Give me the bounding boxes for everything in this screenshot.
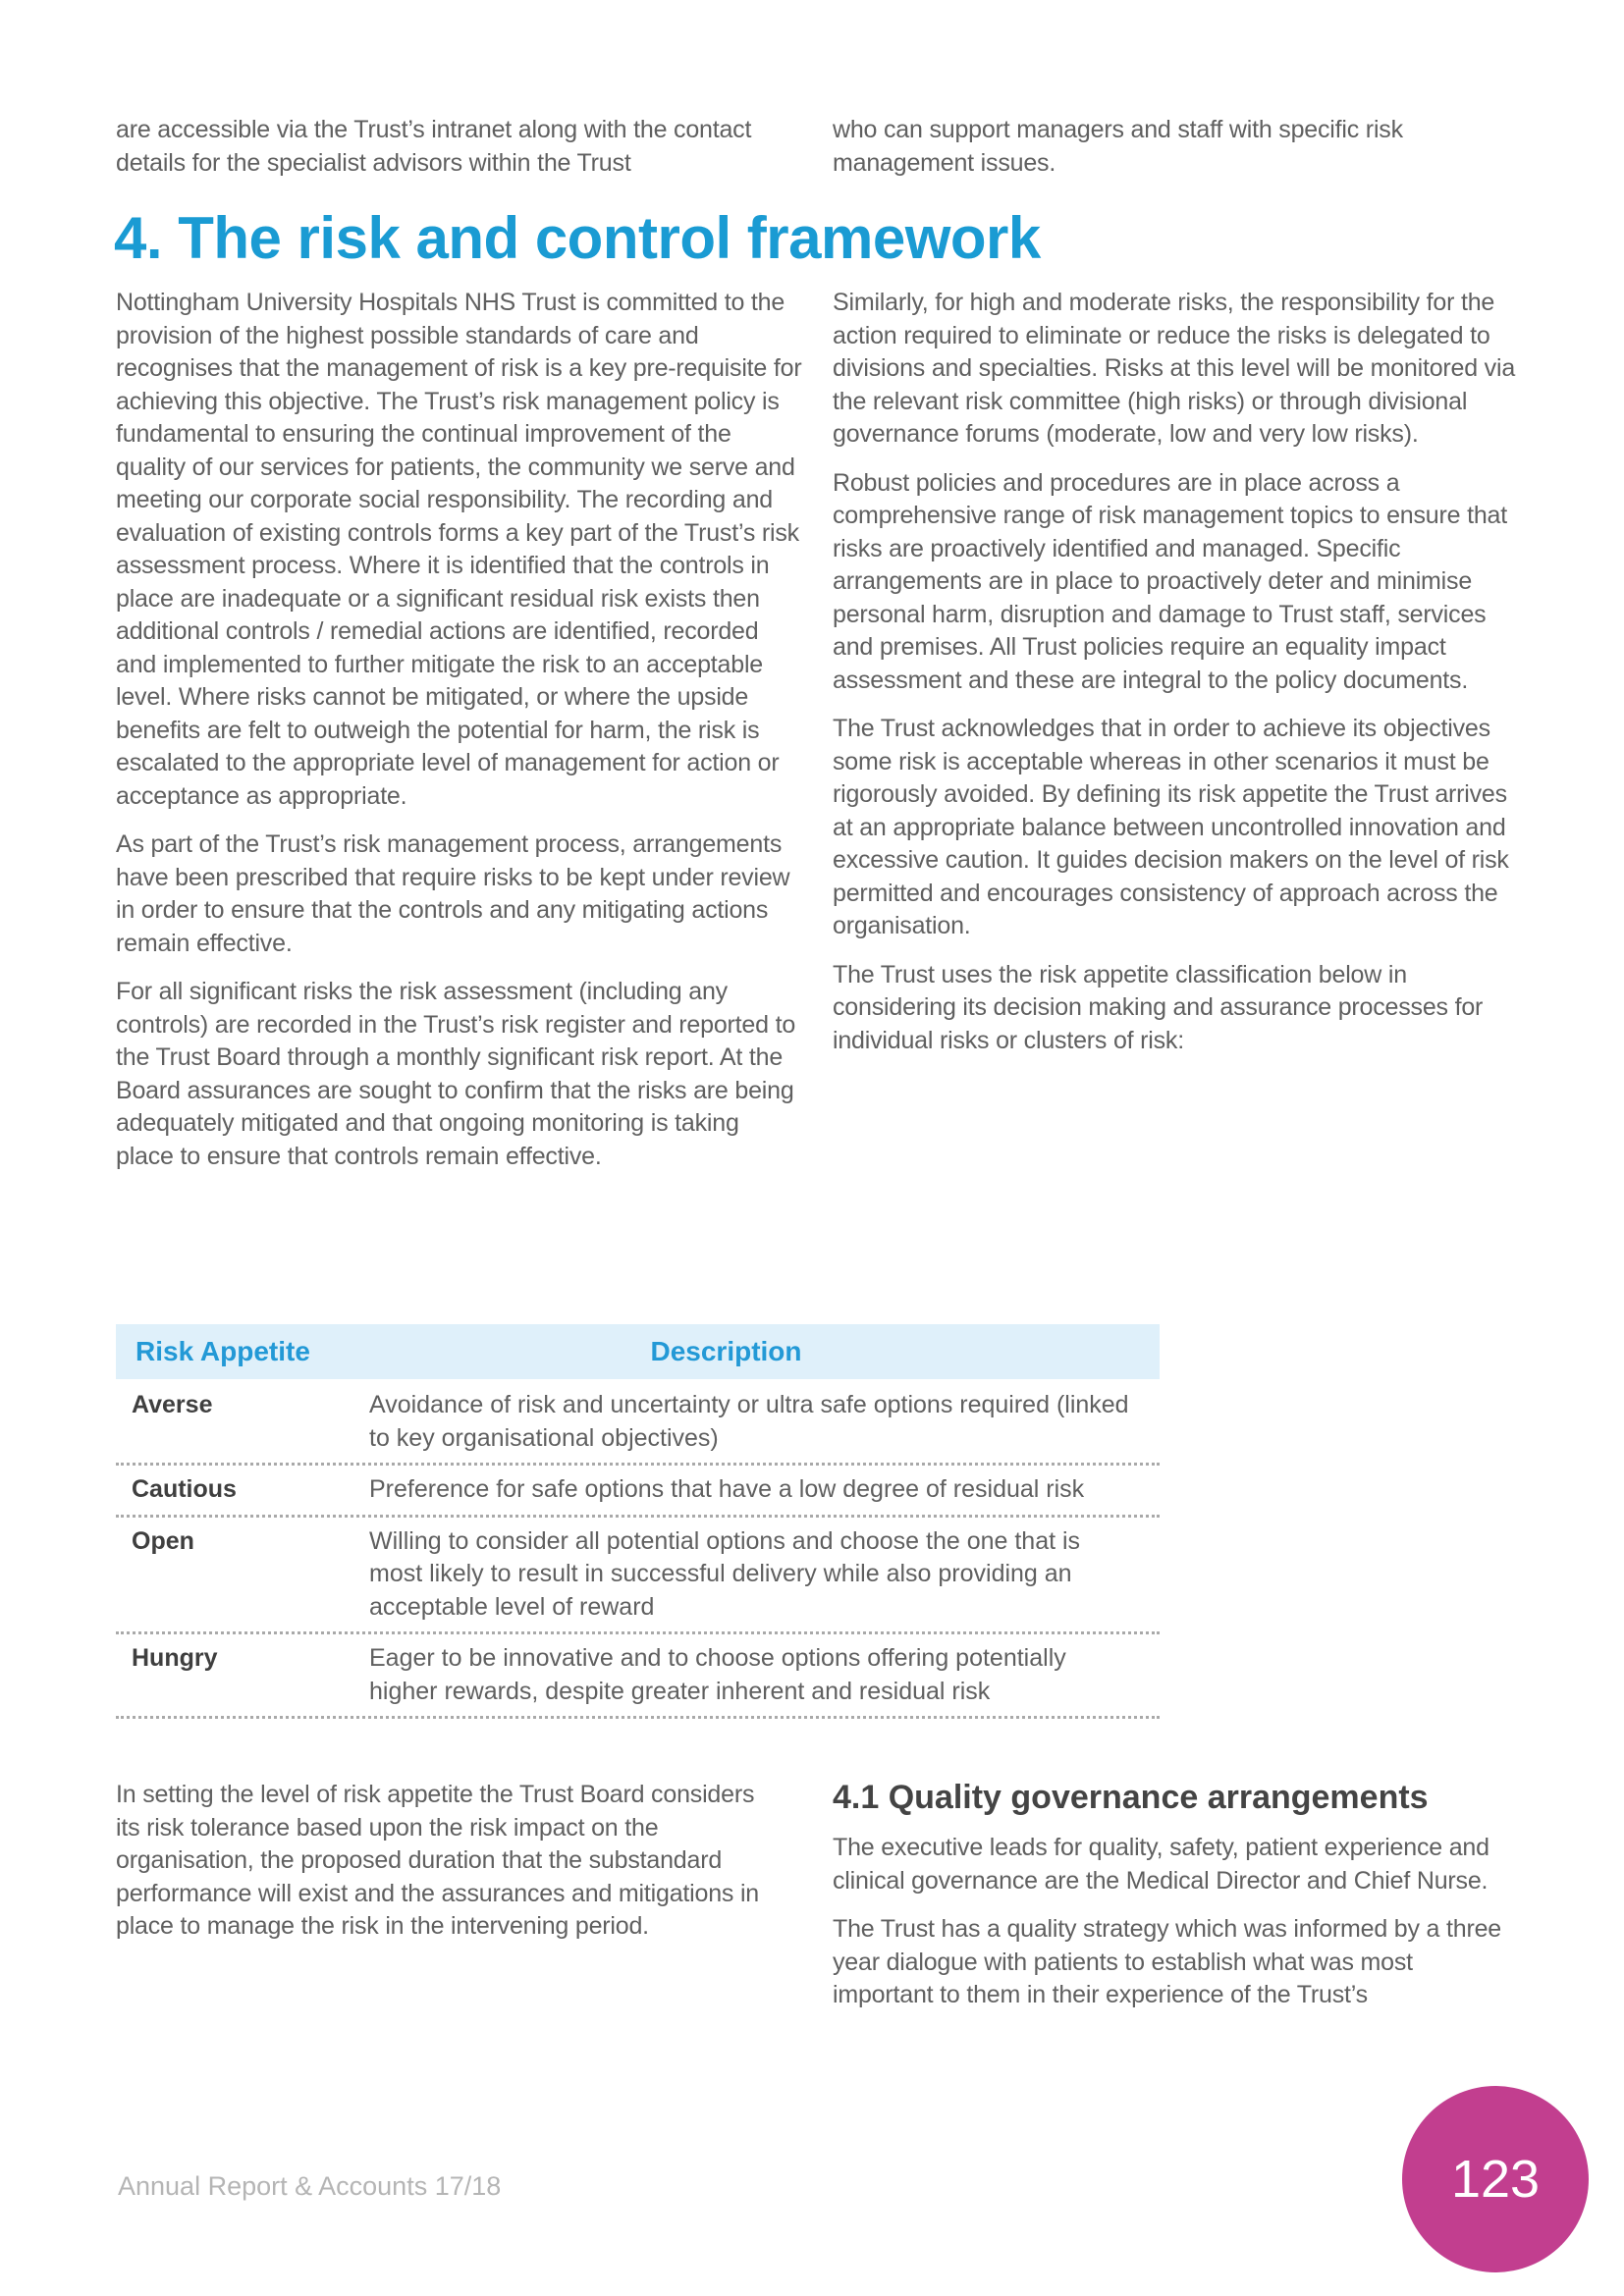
header-risk-appetite: Risk Appetite — [135, 1336, 310, 1366]
paragraph: Nottingham University Hospitals NHS Trust is committed to the provision of the highest possible standards of care and recognises that the management of risk is a key pre-requisite for achieving this objective. The Trust’s risk management policy is fundamental to ensuring the continual improvement of the quality of our services for patients, the community we serve and meeting our corporate social responsibility. The recording and evaluation of existing controls forms a key part of the Trust’s risk assessment process. Where it is identified that the controls in place are inadequate or a significant residual risk exists then additional controls / remedial actions are identified, recorded and implemented to further mitigate the risk to an acceptable level. Where risks cannot be mitigated, or where the upside benefits are felt to outweigh the potential for harm, the risk is escalated to the appropriate level of management for action or acceptance as appropriate. — [116, 289, 802, 810]
risk-appetite-label: Cautious — [132, 1475, 237, 1503]
risk-appetite-description: Avoidance of risk and uncertainty or ultra safe options required (linked to key organisational objectives) — [369, 1391, 1129, 1452]
paragraph: For all significant risks the risk assessment (including any controls) are recorded in the Trust’s risk register and reported to the Trust Board through a monthly significant risk report. At the Board assurances are sought to confirm that the risks are being adequately mitigated and that ongoing monitoring is taking place to ensure that controls remain effective. — [116, 978, 796, 1170]
after-table-right-column — [833, 1832, 1520, 2028]
paragraph: who can support managers and staff with specific risk management issues. — [833, 116, 1403, 177]
table-row — [116, 1379, 1160, 1466]
paragraph: Robust policies and procedures are in place across a comprehensive range of risk management topics to ensure that risks are proactively identified and managed. Specific arrangements are in place to proactively deter and minimise personal harm, disruption and damage to Trust staff, services and premises. All Trust policies require an equality impact assessment and these are integral to the policy documents. — [833, 468, 1507, 694]
paragraph: The Trust uses the risk appetite classification below in considering its decision making and assurance processes for individual risks or clusters of risk: — [833, 960, 1484, 1054]
risk-appetite-description: Willing to consider all potential options and choose the one that is most likely to result in successful delivery while also providing an acceptable level of reward — [369, 1526, 1081, 1621]
paragraph: are accessible via the Trust’s intranet along with the contact details for the specialist advisors within the Trust — [116, 116, 752, 177]
paragraph: The executive leads for quality, safety, patient experience and clinical governance are the Medical Director and Chief Nurse. — [833, 1834, 1489, 1895]
paragraph: As part of the Trust’s risk management process, arrangements have been prescribed that require risks to be kept under review in order to ensure that the controls and any mitigating actions remain effective. — [116, 830, 790, 957]
table-row — [116, 1634, 1160, 1719]
risk-appetite-label: Hungry — [132, 1644, 218, 1672]
table-row — [116, 1466, 1160, 1518]
section-left-column — [116, 287, 803, 1189]
paragraph: Similarly, for high and moderate risks, the responsibility for the action required to eliminate or reduce the risks is delegated to divisions and specialties. Risks at this level will be monitored via the relevant risk committee (high risks) or through divisional governance forums (moderate, low and very low risks). — [833, 289, 1516, 448]
table-row — [116, 1518, 1160, 1635]
header-description: Description — [650, 1336, 802, 1366]
paragraph: In setting the level of risk appetite the Trust Board considers its risk tolerance based upon the risk impact on the organisation, the proposed duration that the substandard performance will exist and the assurances and mitigations in place to manage the risk in the intervening period. — [116, 1781, 760, 1940]
risk-appetite-label: Averse — [132, 1391, 213, 1418]
page-number-badge — [1402, 2086, 1589, 2272]
top-left-continuation — [116, 114, 803, 195]
top-right-continuation — [833, 114, 1520, 195]
paragraph: The Trust acknowledges that in order to achieve its objectives some risk is acceptable whereas in other scenarios it must be rigorously avoided. By defining its risk appetite the Trust arrives at an appropriate balance between uncontrolled innovation and excessive caution. It guides decision makers on the level of risk permitted and encourages consistency of approach across the organisation. — [833, 715, 1509, 939]
section-right-column — [833, 287, 1520, 1073]
page-number: 123 — [1450, 2150, 1541, 2209]
risk-appetite-description: Preference for safe options that have a low degree of residual risk — [369, 1475, 1085, 1503]
risk-appetite-label: Open — [132, 1526, 194, 1555]
section-title: 4. The risk and control framework — [114, 205, 1041, 271]
risk-appetite-description: Eager to be innovative and to choose options offering potentially higher rewards, despite greater inherent and residual risk — [369, 1644, 1066, 1705]
risk-appetite-table — [116, 1324, 1160, 1719]
footer-publication-title: Annual Report & Accounts 17/18 — [118, 2171, 502, 2201]
paragraph: The Trust has a quality strategy which was informed by a three year dialogue with patients to establish what was most important to them in their experience of the Trust’s — [833, 1915, 1501, 2008]
table-header — [116, 1324, 1160, 1379]
after-table-left-column — [116, 1779, 769, 1959]
subsection-title: 4.1 Quality governance arrangements — [833, 1779, 1429, 1816]
